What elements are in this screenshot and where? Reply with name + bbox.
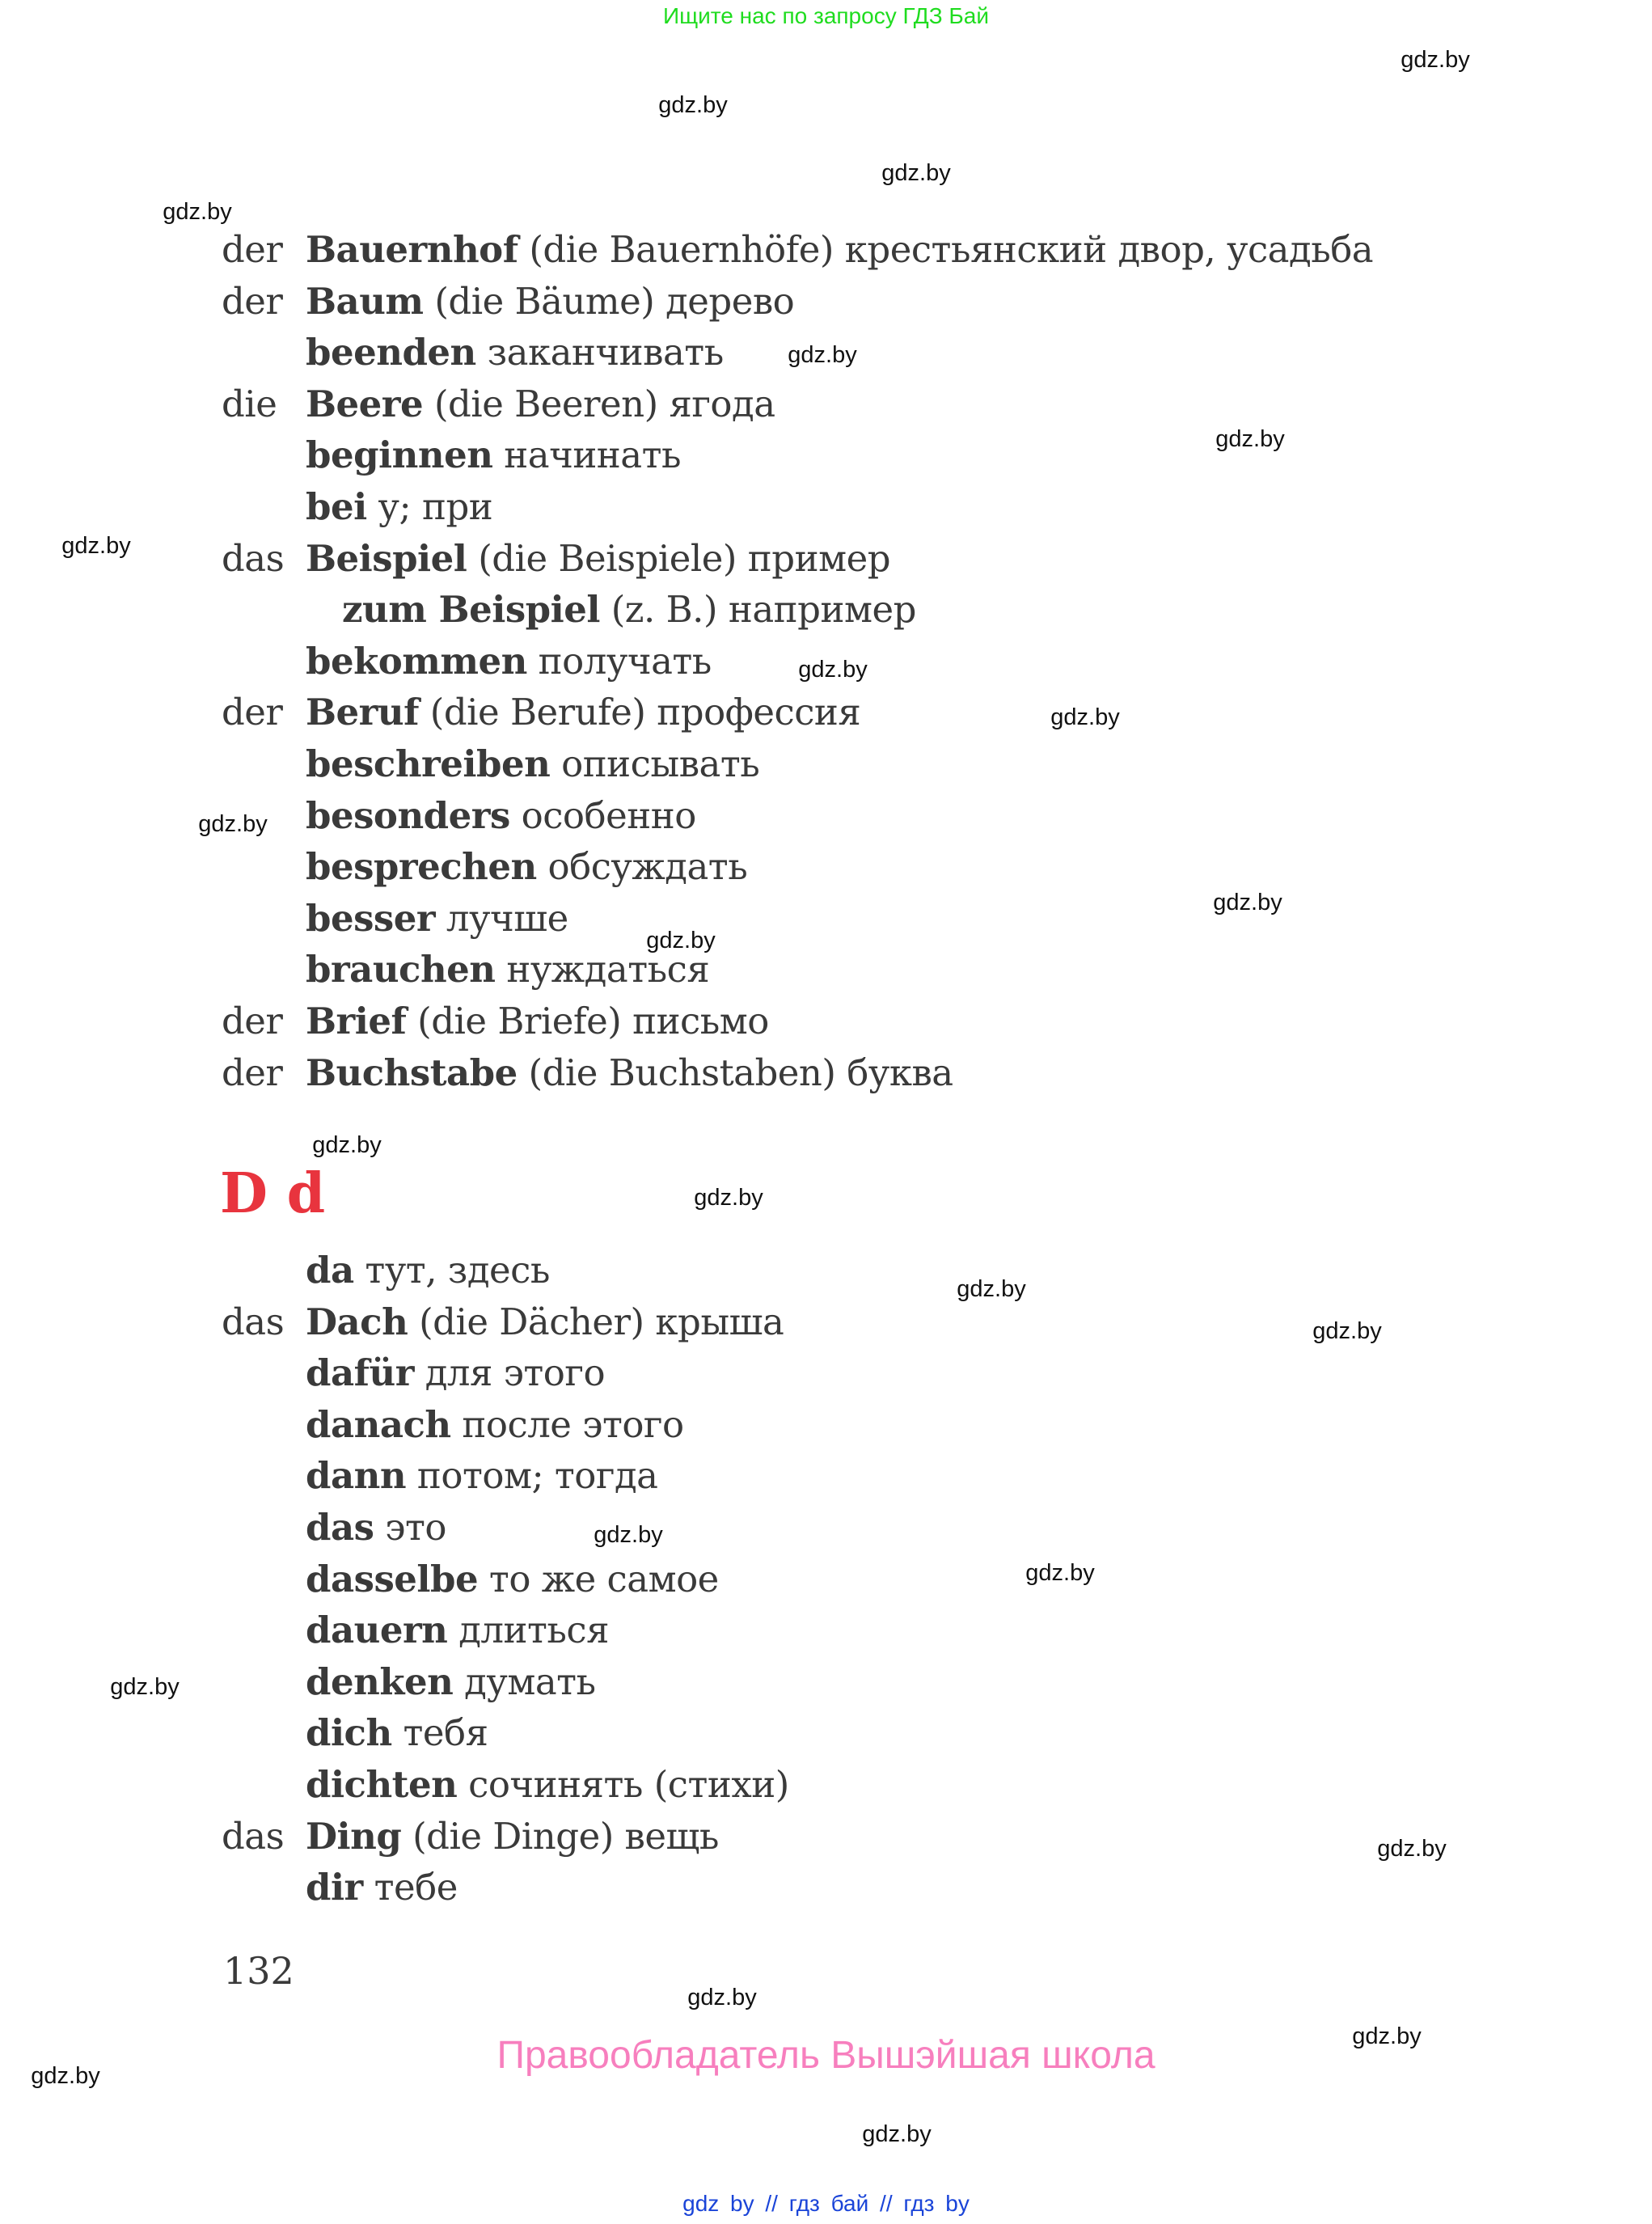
watermark: gdz.by	[1025, 1560, 1095, 1586]
copyright-notice: Правообладатель Вышэйшая школа	[496, 2034, 1156, 2077]
entry-body	[306, 537, 890, 580]
entry-body	[306, 1351, 605, 1394]
watermark: gdz.by	[1377, 1836, 1447, 1862]
entry-headword: Ding	[306, 1814, 402, 1858]
entry-translation: сочинять (стихи)	[457, 1763, 789, 1806]
entry-body	[306, 640, 712, 683]
entry-body	[306, 383, 775, 425]
entry-headword: besser	[306, 896, 436, 940]
entry-headword: dauern	[306, 1609, 448, 1652]
entry-translation: потом; тогда	[406, 1454, 658, 1498]
entry-headword: Beere	[306, 382, 424, 425]
entry-body	[306, 1558, 719, 1600]
entry-headword: danach	[306, 1402, 451, 1446]
entry-translation: тебе	[362, 1866, 458, 1909]
entry-translation: (z. B.) например	[599, 588, 916, 632]
entry-headword: Beruf	[306, 691, 419, 734]
watermark: gdz.by	[658, 92, 728, 118]
watermark: gdz.by	[594, 1522, 663, 1548]
entry-body	[306, 280, 794, 323]
entry-body	[306, 845, 747, 888]
entry-translation: (die Berufe) профессия	[418, 691, 861, 734]
entry-body	[306, 1660, 596, 1703]
entry-body	[306, 1711, 488, 1754]
entry-translation: заканчивать	[475, 331, 724, 374]
entry-article: der	[222, 228, 283, 271]
watermark: gdz.by	[957, 1276, 1026, 1302]
entry-article: das	[222, 1814, 285, 1858]
entry-translation: (die Briefe) письмо	[406, 1000, 769, 1042]
watermark: gdz.by	[694, 1185, 763, 1211]
entry-headword: besprechen	[306, 845, 537, 889]
entry-translation: для этого	[413, 1351, 606, 1395]
entry-translation: тут, здесь	[353, 1249, 550, 1292]
entry-translation: получать	[526, 639, 712, 683]
watermark: gdz.by	[1050, 704, 1120, 730]
entry-headword: Brief	[306, 1000, 407, 1042]
entry-translation: (die Dächer) крыша	[408, 1300, 784, 1343]
entry-headword: brauchen	[306, 948, 496, 991]
entry-translation: особенно	[509, 793, 696, 837]
watermark: gdz.by	[1213, 890, 1282, 915]
entry-headword: zum Beispiel	[342, 588, 600, 632]
entry-headword: Buchstabe	[306, 1051, 518, 1094]
watermark: gdz.by	[1215, 426, 1285, 452]
entry-body	[306, 742, 759, 785]
entry-body	[306, 794, 696, 837]
entry-body	[306, 1403, 684, 1446]
entry-headword: bei	[306, 485, 367, 528]
entry-translation: нуждаться	[495, 948, 710, 991]
entry-translation: лучше	[435, 896, 568, 940]
entry-translation: обсуждать	[536, 845, 748, 889]
entry-article: der	[222, 279, 283, 323]
entry-translation: (die Dinge) вещь	[401, 1814, 719, 1858]
entry-article: der	[222, 1000, 283, 1042]
entry-headword: das	[306, 1506, 374, 1549]
entry-translation: тебя	[391, 1711, 488, 1755]
entry-translation: (die Bauernhöfe) крестьянский двор, усадьба	[518, 228, 1374, 271]
entry-translation: думать	[453, 1660, 596, 1703]
entry-article: das	[222, 536, 285, 580]
entry-body	[306, 1815, 719, 1858]
entry-body	[306, 1866, 458, 1909]
watermark: gdz.by	[1352, 2023, 1422, 2049]
entry-translation: (die Beispiele) пример	[467, 536, 891, 580]
entry-body	[306, 433, 681, 476]
entry-body	[306, 1506, 446, 1549]
entry-headword: Dach	[306, 1300, 408, 1343]
entry-headword: Baum	[306, 279, 424, 323]
search-banner: Ищите нас по запросу ГДЗ Бай	[662, 3, 990, 28]
entry-body	[306, 485, 492, 528]
entry-translation: (die Buchstaben) буква	[517, 1051, 953, 1094]
footer-links[interactable]: gdz by // гдз бай // гдз by	[682, 2191, 970, 2216]
entry-translation: после этого	[450, 1402, 684, 1446]
entry-body	[306, 1051, 953, 1094]
watermark: gdz.by	[646, 928, 716, 953]
entry-article: der	[222, 691, 283, 734]
entry-body	[342, 588, 916, 631]
entry-translation: (die Beeren) ягода	[423, 382, 775, 425]
entry-headword: denken	[306, 1660, 454, 1703]
entry-body	[306, 1249, 550, 1292]
entry-headword: dasselbe	[306, 1557, 479, 1600]
entry-translation: длиться	[447, 1609, 609, 1652]
entry-body	[306, 1763, 789, 1806]
entry-body	[306, 691, 860, 734]
watermark: gdz.by	[1401, 47, 1470, 73]
entry-body	[306, 948, 709, 991]
entry-article: die	[222, 382, 277, 425]
entry-body	[306, 1000, 769, 1042]
entry-body	[306, 331, 724, 374]
page-number: 132	[223, 1949, 294, 1993]
watermark: gdz.by	[312, 1132, 382, 1158]
watermark: gdz.by	[110, 1674, 180, 1700]
entry-body	[306, 1300, 784, 1343]
watermark: gdz.by	[1312, 1318, 1382, 1344]
watermark: gdz.by	[687, 1985, 757, 2010]
entry-headword: da	[306, 1249, 354, 1292]
entry-headword: dich	[306, 1711, 392, 1755]
watermark: gdz.by	[61, 533, 131, 559]
watermark: gdz.by	[881, 160, 951, 186]
entry-body	[306, 1454, 658, 1497]
entry-headword: beenden	[306, 331, 476, 374]
entry-article: das	[222, 1300, 285, 1343]
entry-headword: beschreiben	[306, 742, 551, 785]
entry-headword: Beispiel	[306, 536, 467, 580]
entry-headword: besonders	[306, 793, 510, 837]
entry-translation: описывать	[550, 742, 760, 785]
watermark: gdz.by	[163, 199, 232, 225]
watermark: gdz.by	[798, 657, 868, 683]
entry-headword: beginnen	[306, 433, 493, 477]
entry-translation: у; при	[366, 485, 493, 528]
entry-article: der	[222, 1051, 283, 1094]
entry-headword: dichten	[306, 1763, 458, 1806]
entry-body	[306, 1609, 609, 1651]
entry-headword: Bauernhof	[306, 228, 518, 271]
entry-translation: это	[374, 1506, 446, 1549]
watermark: gdz.by	[788, 342, 857, 368]
watermark: gdz.by	[198, 811, 268, 837]
entry-headword: bekommen	[306, 639, 527, 683]
watermark: gdz.by	[862, 2121, 932, 2147]
entry-translation: то же самое	[478, 1557, 719, 1600]
entry-headword: dann	[306, 1454, 407, 1498]
entry-body	[306, 897, 568, 940]
entry-body	[306, 228, 1373, 271]
entry-headword: dir	[306, 1866, 363, 1909]
entry-headword: dafür	[306, 1351, 414, 1395]
watermark: gdz.by	[31, 2063, 100, 2089]
entry-translation: (die Bäume) дерево	[423, 279, 795, 323]
letter-heading-d: D d	[220, 1161, 326, 1226]
entry-translation: начинать	[492, 433, 682, 477]
